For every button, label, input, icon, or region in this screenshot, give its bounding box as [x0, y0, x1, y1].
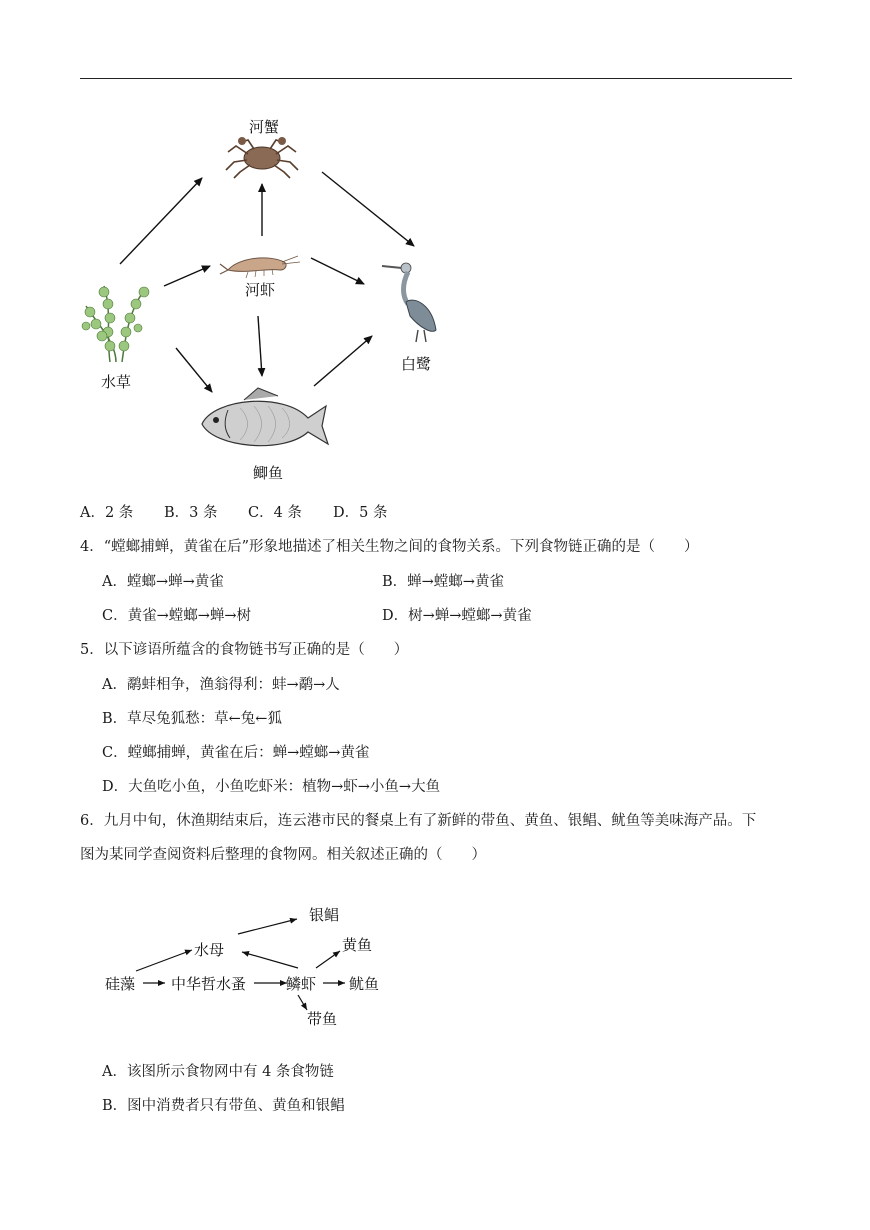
- arrow-krill-to-jellyfish: [242, 952, 298, 968]
- label-egret: 白鹭: [401, 355, 432, 373]
- q4-option-d: D．树→蝉→螳螂→黄雀: [382, 608, 532, 624]
- q3-option-c: C．4 条: [248, 505, 302, 521]
- q5-option-c: C．螳螂捕蝉，黄雀在后：蝉→螳螂→黄雀: [102, 745, 370, 761]
- label-crab: 河蟹: [249, 118, 280, 136]
- q3-option-b: B．3 条: [164, 505, 218, 521]
- arrow-diatom-to-jellyfish: [136, 950, 192, 971]
- q4-option-c: C．黄雀→螳螂→蝉→树: [102, 608, 252, 624]
- arrow-krill-to-hairtail: [298, 995, 307, 1010]
- node-hairtail: 带鱼: [307, 1010, 338, 1028]
- q4-option-b: B．蝉→螳螂→黄雀: [382, 574, 504, 590]
- label-grass: 水草: [101, 373, 132, 391]
- q5-option-a: A．鹬蚌相争，渔翁得利：蚌→鹬→人: [102, 677, 340, 693]
- q3-option-a: A．2 条: [80, 505, 134, 521]
- q3-option-d: D．5 条: [333, 505, 388, 521]
- q6-stem-line2: 图为某同学查阅资料后整理的食物网。相关叙述正确的（ ）: [80, 847, 486, 863]
- label-carp: 鲫鱼: [253, 464, 284, 482]
- q5-stem: 5．以下谚语所蕴含的食物链书写正确的是（ ）: [80, 642, 409, 658]
- q4-option-a: A．螳螂→蝉→黄雀: [102, 574, 224, 590]
- q4-stem: 4．“螳螂捕蝉，黄雀在后”形象地描述了相关生物之间的食物关系。下列食物链正确的是（ ）: [80, 539, 699, 555]
- q6-stem-line1: 6．九月中旬，休渔期结束后，连云港市民的餐桌上有了新鲜的带鱼、黄鱼、银鲳、鱿鱼等美味海产品。下: [80, 813, 757, 829]
- q5-option-d: D．大鱼吃小鱼，小鱼吃虾米：植物→虾→小鱼→大鱼: [102, 779, 441, 795]
- node-diatom: 硅藻: [105, 975, 136, 993]
- node-jellyfish: 水母: [194, 941, 225, 959]
- q6-option-b: B．图中消费者只有带鱼、黄鱼和银鲳: [102, 1098, 345, 1114]
- node-croaker: 黄鱼: [342, 936, 373, 954]
- arrow-krill-to-croaker: [316, 951, 340, 968]
- arrow-jellyfish-to-pomfret: [238, 919, 297, 934]
- node-pomfret: 银鲳: [309, 906, 340, 924]
- q6-option-a: A．该图所示食物网中有 4 条食物链: [102, 1064, 334, 1080]
- label-shrimp: 河虾: [245, 281, 276, 299]
- node-krill: 鳞虾: [286, 975, 317, 993]
- node-squid: 鱿鱼: [349, 975, 380, 993]
- node-copepod: 中华哲水蚤: [171, 975, 247, 993]
- q5-option-b: B．草尽兔狐愁：草←兔←狐: [102, 711, 282, 727]
